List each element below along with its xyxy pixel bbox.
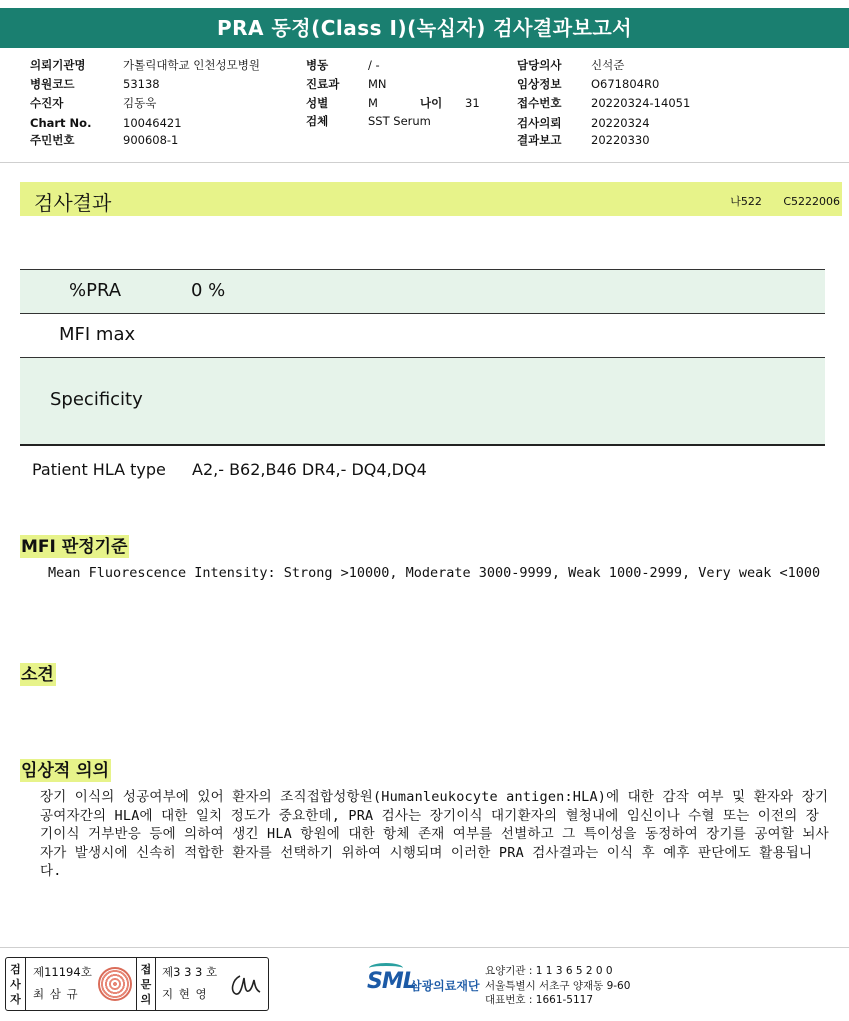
resident-no-label: 주민번호: [30, 133, 75, 147]
sex-label: 성별: [306, 96, 329, 110]
header-divider: [0, 162, 849, 163]
results-title: 검사결과: [34, 191, 112, 215]
chart-no-label: Chart No.: [30, 116, 92, 130]
request-date-label: 검사의뢰: [517, 116, 562, 130]
report-date-label: 결과보고: [517, 133, 562, 147]
mfi-max-row: [20, 314, 825, 358]
department-value: MN: [368, 77, 387, 91]
resident-no-value: 900608-1: [123, 133, 179, 147]
pra-row: [20, 269, 825, 314]
pra-label: %PRA: [69, 280, 122, 301]
signature-icon: [226, 970, 264, 1000]
sex-value: M: [368, 96, 378, 110]
report-title: PRA 동정(Class I)(녹십자) 검사결과보고서: [0, 8, 849, 48]
patient-name-label: 수진자: [30, 96, 64, 110]
hospital-code-value: 53138: [123, 77, 160, 91]
accession-label: 접수번호: [517, 96, 562, 110]
hospital-code-label: 병원코드: [30, 77, 75, 91]
ward-value: / -: [368, 58, 380, 72]
department-label: 진료과: [306, 77, 340, 91]
logo-sml-text: SML: [367, 969, 416, 994]
chart-no-value: 10046421: [123, 116, 182, 130]
signature-box: [5, 957, 269, 1011]
info-col1: [30, 58, 260, 150]
results-codes: [730, 193, 840, 209]
org-phone: 대표번호 : 1661-5117: [485, 994, 594, 1006]
specificity-row: [20, 358, 825, 446]
doctor-label: 담당의사: [517, 58, 562, 72]
accession-value: 20220324-14051: [591, 96, 691, 110]
hospital-label: 의뢰기관명: [30, 58, 86, 72]
seal-stamp-icon: [98, 967, 132, 1001]
clinical-title: 임상적 의의: [21, 761, 110, 781]
clinical-info-label: 임상정보: [517, 77, 562, 91]
tester-name: 최 삼 규: [33, 987, 79, 1001]
org-code: 요양기관 : 1 1 3 6 5 2 0 0: [485, 965, 613, 977]
confirm-label: 접문의: [136, 958, 156, 1010]
age-value: 31: [465, 96, 480, 110]
tester-label: 검사자: [6, 958, 26, 1010]
org-address: 서울특별시 서초구 양재동 9-60: [485, 979, 631, 992]
report-date-value: 20220330: [591, 133, 650, 147]
info-col2: [306, 58, 480, 131]
age-label: 나이: [420, 96, 443, 110]
hla-type-value: A2,- B62,B46 DR4,- DQ4,DQ4: [192, 460, 427, 479]
hla-type-label: Patient HLA type: [32, 460, 166, 479]
company-name: 삼광의료재단: [410, 979, 480, 993]
specimen-value: SST Serum: [368, 114, 431, 128]
request-date-value: 20220324: [591, 116, 650, 130]
pra-value: 0 %: [191, 280, 226, 301]
mfi-max-label: MFI max: [59, 324, 136, 345]
doctor-value: 신석준: [591, 58, 625, 72]
confirm-license: 제3 3 3 호: [162, 965, 218, 979]
opinion-title: 소견: [21, 665, 54, 685]
tester-license: 제11194호: [33, 965, 92, 979]
specimen-label: 검체: [306, 114, 329, 128]
mfi-criteria-text: Mean Fluorescence Intensity: Strong >10000, Moderate 3000-9999, Weak 1000-2999, Very weak <1000: [48, 565, 821, 581]
clinical-info-value: O671804R0: [591, 77, 660, 91]
organization-info: [485, 964, 630, 1008]
confirm-name: 지 현 영: [162, 987, 208, 1001]
hospital-value: 가톨릭대학교 인천성모병원: [123, 58, 260, 72]
mfi-criteria-title: MFI 판정기준: [21, 537, 128, 557]
results-code-1: 나522: [730, 195, 762, 208]
results-code-2: C5222006: [783, 195, 840, 208]
ward-label: 병동: [306, 58, 329, 72]
clinical-text: 장기 이식의 성공여부에 있어 환자의 조직접합성항원(Humanleukocyte antigen:HLA)에 대한 감작 여부 및 환자와 장기공여자간의 HLA에 대한 일치 정도가 중요한데, PRA 검사는 장기이식 대기환자의 혈청내에 임신이나 수혈 또는 이전의 장기이식 거부반응 등에 의하여 생긴 HLA 항원에 대한 항체 존재 여부를 선별하고 그 특이성을 동정하여 장기를 공여할 뇌사자가 발생시에 신속히 적합한 환자를 선택하기 위하여 시행되며 이러한 PRA 검사결과는 이식 후 예후 판단에도 활용됩니다.: [40, 789, 829, 879]
info-col3: [517, 58, 691, 150]
patient-name-value: 김동욱: [123, 96, 157, 110]
specificity-label: Specificity: [50, 389, 143, 410]
results-header: [20, 182, 842, 216]
footer-divider: [0, 947, 849, 948]
